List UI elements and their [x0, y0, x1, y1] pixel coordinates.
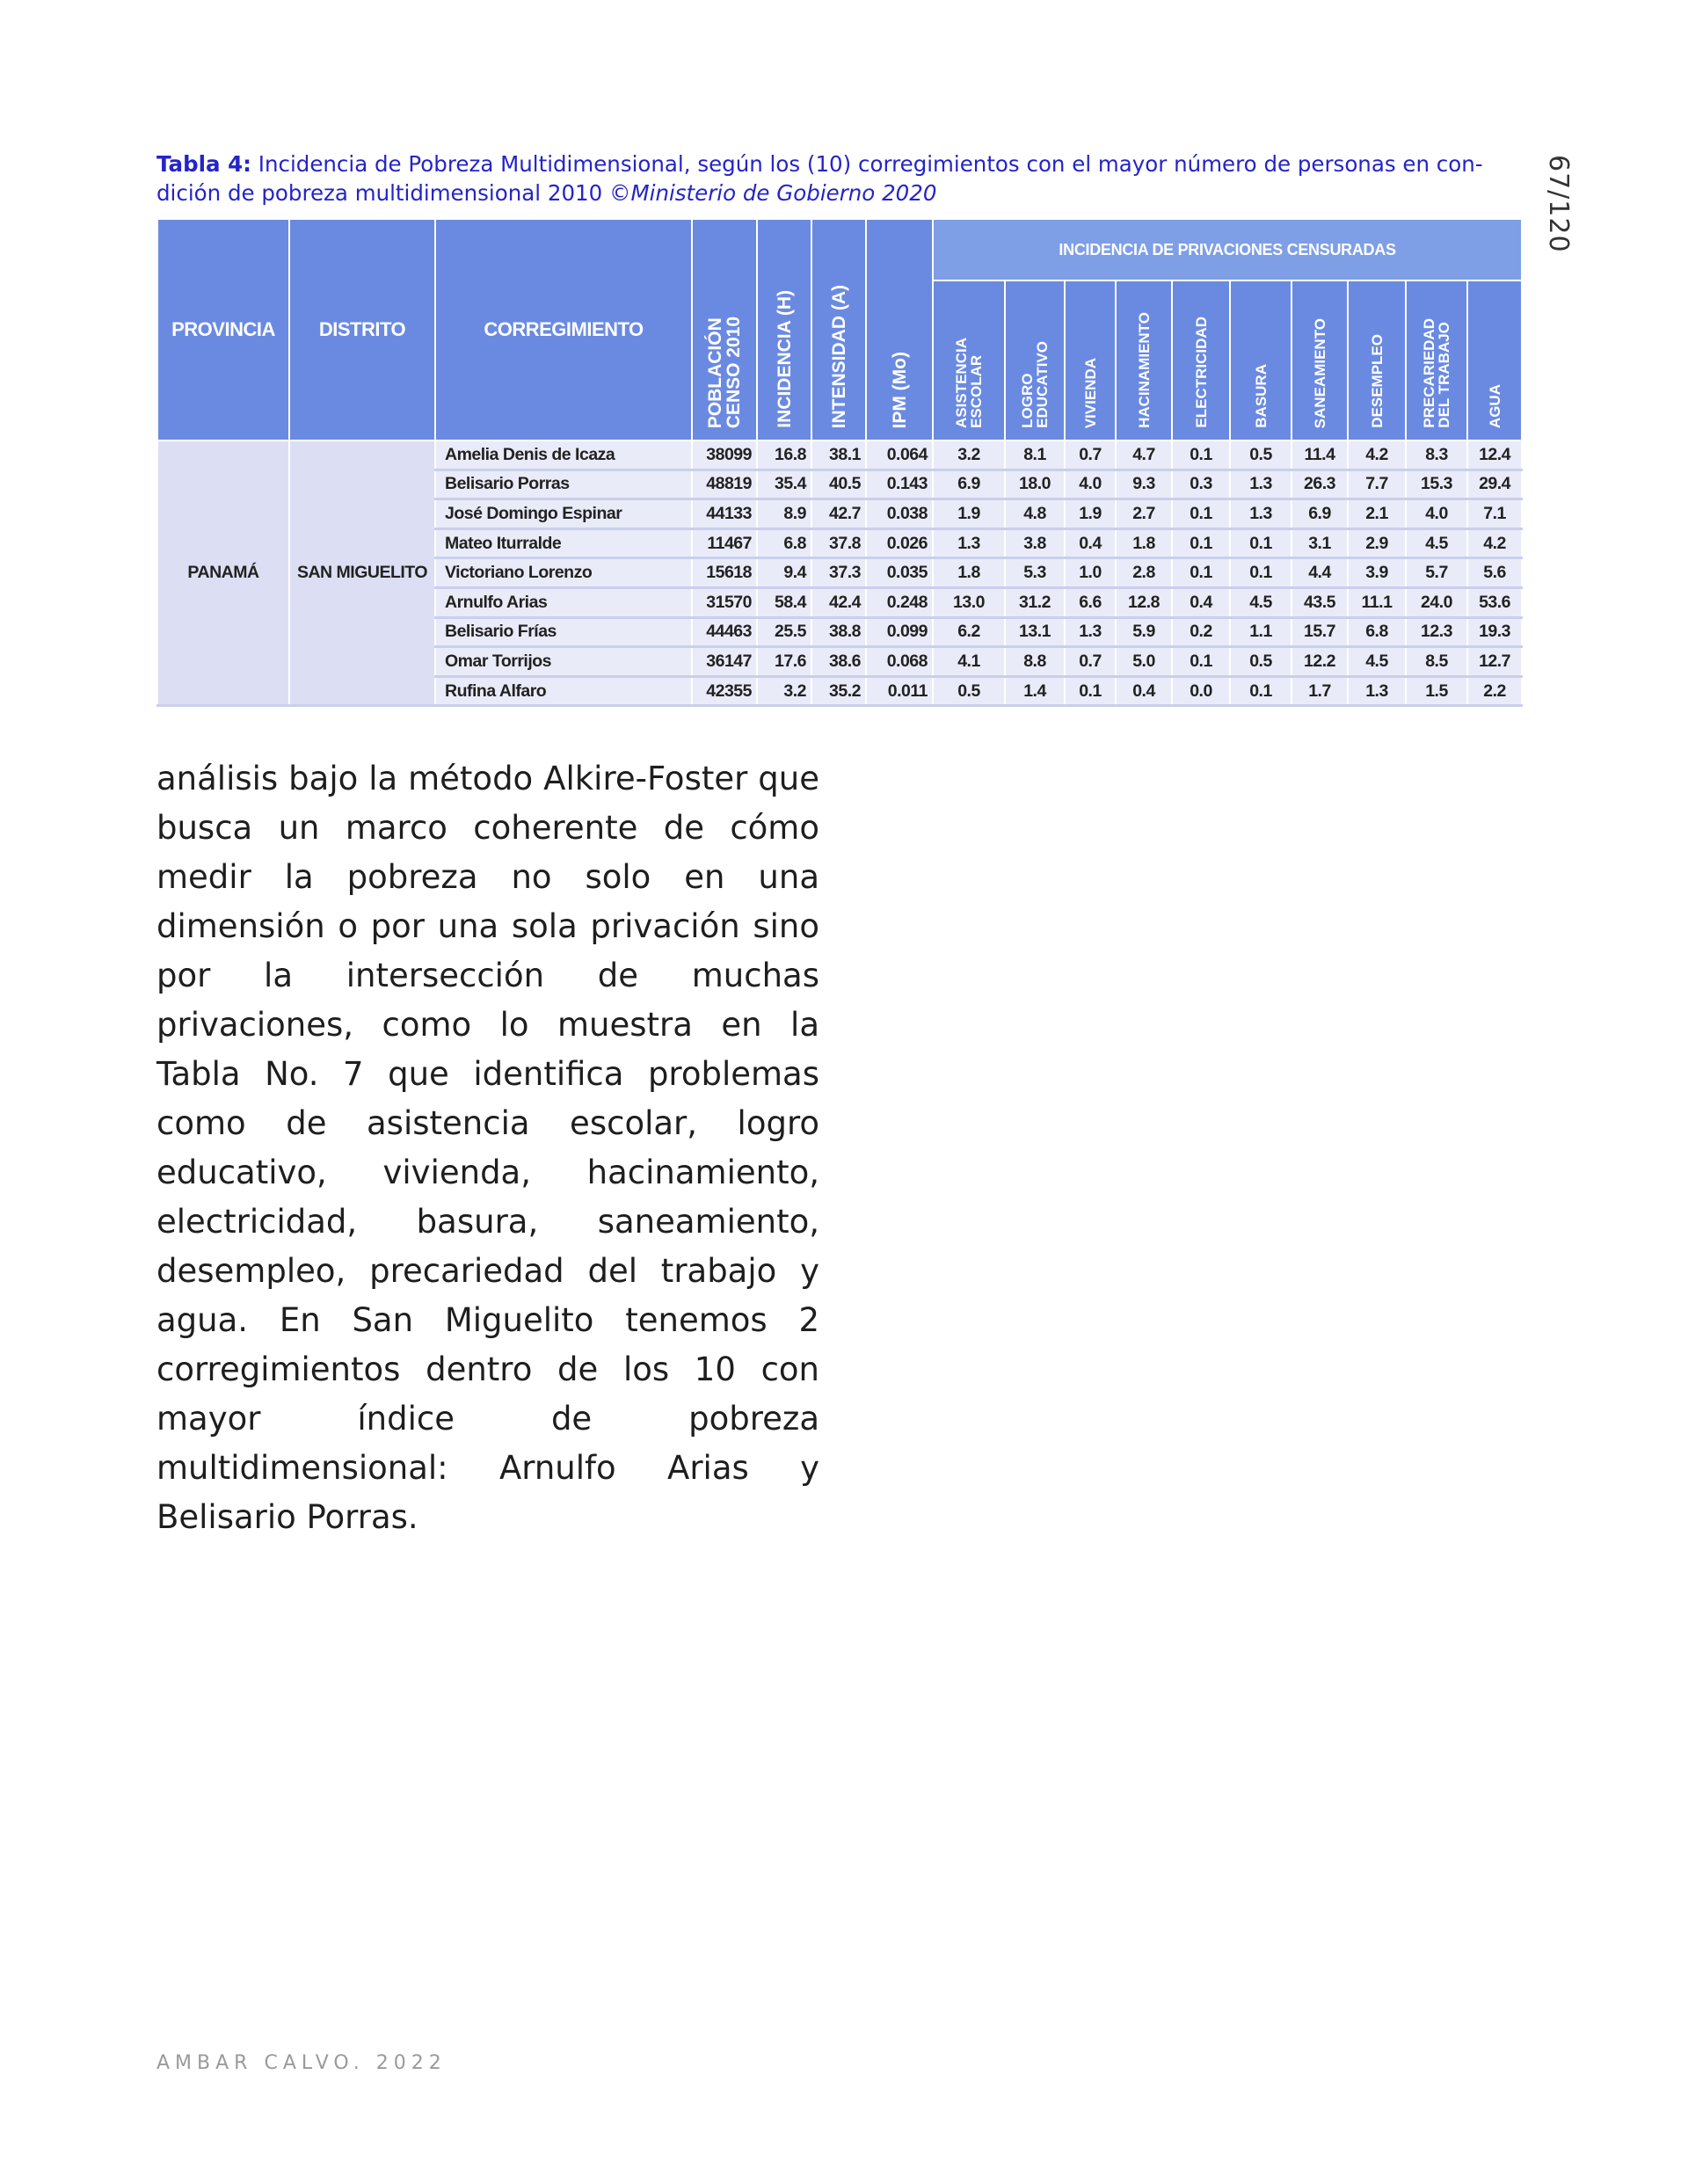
- table-cell: 3.9: [1348, 558, 1406, 588]
- header-asistencia: ASISTENCIA ESCOLAR: [933, 280, 1005, 440]
- table-cell: 31.2: [1005, 587, 1065, 617]
- table-cell: 25.5: [757, 617, 811, 647]
- table-cell: 15.3: [1406, 470, 1467, 499]
- table-row: [157, 440, 1522, 470]
- table-cell: 8.8: [1005, 647, 1065, 677]
- table-cell: 8.3: [1406, 440, 1467, 470]
- table-cell: 2.2: [1467, 676, 1522, 706]
- table-cell: 6.2: [933, 617, 1005, 647]
- table-cell: 0.064: [866, 440, 933, 470]
- table-cell: 1.3: [933, 528, 1005, 558]
- cell-corregimiento: Rufina Alfaro: [435, 676, 692, 706]
- table-cell: 17.6: [757, 647, 811, 677]
- cell-corregimiento: Omar Torrijos: [435, 647, 692, 677]
- header-incidencia: INCIDENCIA (H): [757, 219, 811, 440]
- table-cell: 4.1: [933, 647, 1005, 677]
- header-provincia: PROVINCIA: [157, 219, 289, 440]
- table-cell: 3.2: [933, 440, 1005, 470]
- header-intensidad: INTENSIDAD (A): [811, 219, 866, 440]
- table-cell: 42.7: [811, 499, 866, 529]
- table-cell: 2.1: [1348, 499, 1406, 529]
- table-cell: 6.9: [933, 470, 1005, 499]
- table-cell: 0.1: [1230, 528, 1291, 558]
- cell-corregimiento: Amelia Denis de Icaza: [435, 440, 692, 470]
- table-cell: 44133: [692, 499, 757, 529]
- table-cell: 35.2: [811, 676, 866, 706]
- table-cell: 12.2: [1291, 647, 1348, 677]
- table-cell: 7.1: [1467, 499, 1522, 529]
- table-cell: 37.8: [811, 528, 866, 558]
- table-cell: 0.7: [1065, 440, 1116, 470]
- header-logro: LOGRO EDUCATIVO: [1005, 280, 1065, 440]
- table-cell: 9.3: [1116, 470, 1172, 499]
- table-cell: 15618: [692, 558, 757, 588]
- header-vivienda: VIVIENDA: [1065, 280, 1116, 440]
- cell-corregimiento: Belisario Frías: [435, 617, 692, 647]
- caption-label: Tabla 4:: [156, 151, 251, 177]
- table-cell: 1.9: [933, 499, 1005, 529]
- header-ipm: IPM (Mo): [866, 219, 933, 440]
- table-cell: 1.8: [933, 558, 1005, 588]
- table-cell: 12.3: [1406, 617, 1467, 647]
- table-cell: 42.4: [811, 587, 866, 617]
- table-cell: 12.8: [1116, 587, 1172, 617]
- table-cell: 0.0: [1172, 676, 1230, 706]
- header-basura: BASURA: [1230, 280, 1291, 440]
- table-cell: 1.5: [1406, 676, 1467, 706]
- cell-provincia: PANAMÁ: [157, 440, 289, 706]
- table-cell: 3.1: [1291, 528, 1348, 558]
- table-cell: 0.4: [1116, 676, 1172, 706]
- table-cell: 0.5: [1230, 440, 1291, 470]
- table-cell: 5.6: [1467, 558, 1522, 588]
- table-cell: 1.4: [1005, 676, 1065, 706]
- table-cell: 0.1: [1172, 558, 1230, 588]
- table-cell: 11.4: [1291, 440, 1348, 470]
- cell-corregimiento: Mateo Iturralde: [435, 528, 692, 558]
- table-cell: 2.9: [1348, 528, 1406, 558]
- table-cell: 1.0: [1065, 558, 1116, 588]
- table-cell: 4.7: [1116, 440, 1172, 470]
- header-agua: AGUA: [1467, 280, 1522, 440]
- table-cell: 15.7: [1291, 617, 1348, 647]
- table-cell: 0.1: [1065, 676, 1116, 706]
- header-group-privaciones: INCIDENCIA DE PRIVACIONES CENSURADAS: [933, 219, 1522, 280]
- table-cell: 0.1: [1172, 647, 1230, 677]
- header-saneamiento: SANEAMIENTO: [1291, 280, 1348, 440]
- table-cell: 4.5: [1230, 587, 1291, 617]
- table-cell: 5.7: [1406, 558, 1467, 588]
- table-cell: 4.2: [1467, 528, 1522, 558]
- table-cell: 19.3: [1467, 617, 1522, 647]
- table-cell: 0.7: [1065, 647, 1116, 677]
- table-cell: 31570: [692, 587, 757, 617]
- table-cell: 7.7: [1348, 470, 1406, 499]
- table-cell: 38.6: [811, 647, 866, 677]
- header-desempleo: DESEMPLEO: [1348, 280, 1406, 440]
- table-cell: 6.9: [1291, 499, 1348, 529]
- table-cell: 0.143: [866, 470, 933, 499]
- table-cell: 18.0: [1005, 470, 1065, 499]
- table-cell: 53.6: [1467, 587, 1522, 617]
- table-cell: 6.8: [757, 528, 811, 558]
- table-cell: 43.5: [1291, 587, 1348, 617]
- table-cell: 24.0: [1406, 587, 1467, 617]
- table-cell: 9.4: [757, 558, 811, 588]
- table-cell: 1.8: [1116, 528, 1172, 558]
- table-cell: 4.8: [1005, 499, 1065, 529]
- table-cell: 0.248: [866, 587, 933, 617]
- table-cell: 5.9: [1116, 617, 1172, 647]
- cell-corregimiento: José Domingo Espinar: [435, 499, 692, 529]
- table-cell: 5.3: [1005, 558, 1065, 588]
- table-cell: 4.5: [1348, 647, 1406, 677]
- table-cell: 0.068: [866, 647, 933, 677]
- table-cell: 40.5: [811, 470, 866, 499]
- table-caption: [156, 149, 1519, 207]
- header-poblacion: POBLACIÓN CENSO 2010: [692, 219, 757, 440]
- table-cell: 0.099: [866, 617, 933, 647]
- table-cell: 5.0: [1116, 647, 1172, 677]
- table-cell: 38.1: [811, 440, 866, 470]
- table-cell: 3.2: [757, 676, 811, 706]
- table-cell: 1.3: [1230, 499, 1291, 529]
- table-cell: 37.3: [811, 558, 866, 588]
- table-cell: 1.3: [1348, 676, 1406, 706]
- table-cell: 16.8: [757, 440, 811, 470]
- table-cell: 2.8: [1116, 558, 1172, 588]
- table-cell: 1.1: [1230, 617, 1291, 647]
- table-body: [157, 440, 1522, 706]
- table-cell: 13.1: [1005, 617, 1065, 647]
- table-cell: 1.7: [1291, 676, 1348, 706]
- table-cell: 8.5: [1406, 647, 1467, 677]
- table-cell: 38.8: [811, 617, 866, 647]
- table-cell: 0.4: [1065, 528, 1116, 558]
- cell-corregimiento: Belisario Porras: [435, 470, 692, 499]
- caption-source: ©Ministerio de Gobierno 2020: [609, 180, 937, 206]
- page-number: 67/120: [1543, 155, 1574, 253]
- table-cell: 4.0: [1406, 499, 1467, 529]
- table-cell: 13.0: [933, 587, 1005, 617]
- table-cell: 29.4: [1467, 470, 1522, 499]
- table-cell: 3.8: [1005, 528, 1065, 558]
- table-cell: 0.2: [1172, 617, 1230, 647]
- table-cell: 1.3: [1230, 470, 1291, 499]
- table-cell: 4.2: [1348, 440, 1406, 470]
- table-cell: 1.9: [1065, 499, 1116, 529]
- table-cell: 0.5: [1230, 647, 1291, 677]
- header-electricidad: ELECTRICIDAD: [1172, 280, 1230, 440]
- header-corregimiento: CORREGIMIENTO: [435, 219, 692, 440]
- table-cell: 0.1: [1172, 440, 1230, 470]
- table-cell: 42355: [692, 676, 757, 706]
- cell-corregimiento: Arnulfo Arias: [435, 587, 692, 617]
- table-cell: 38099: [692, 440, 757, 470]
- table-cell: 4.4: [1291, 558, 1348, 588]
- table-cell: 4.5: [1406, 528, 1467, 558]
- table-cell: 0.038: [866, 499, 933, 529]
- table-cell: 0.1: [1172, 499, 1230, 529]
- body-paragraph: análisis bajo la método Alkire-Foster que busca un marco coherente de cómo medir la pobreza no solo en una dimensión o por una sola privación sino por la intersección de muchas privaciones, como lo muestra en la Tabla No. 7 que identifica problemas como de asistencia escolar, logro educativo, vivienda, hacinamiento, electricidad, basura, saneamiento, desempleo, precariedad del trabajo y agua. En San Miguelito tenemos 2 corregimientos dentro de los 10 con mayor índice de pobreza multidimensional: Arnulfo Arias y Belisario Porras.: [156, 760, 819, 1536]
- table-cell: 6.6: [1065, 587, 1116, 617]
- caption-text: Incidencia de Pobreza Multidimensional, según los (10) corregimientos con el mayor número de personas en con-dición de pobreza multidimensional 2010: [156, 151, 1483, 206]
- header-distrito: DISTRITO: [289, 219, 435, 440]
- table-cell: 35.4: [757, 470, 811, 499]
- table-cell: 12.4: [1467, 440, 1522, 470]
- table-cell: 11467: [692, 528, 757, 558]
- header-hacinamiento: HACINAMIENTO: [1116, 280, 1172, 440]
- table-cell: 8.9: [757, 499, 811, 529]
- table-cell: 4.0: [1065, 470, 1116, 499]
- table-cell: 8.1: [1005, 440, 1065, 470]
- table-cell: 12.7: [1467, 647, 1522, 677]
- table-cell: 2.7: [1116, 499, 1172, 529]
- header-precariedad: PRECARIEDAD DEL TRABAJO: [1406, 280, 1467, 440]
- table-cell: 0.5: [933, 676, 1005, 706]
- table-cell: 58.4: [757, 587, 811, 617]
- footer-author: AMBAR CALVO. 2022: [156, 2052, 447, 2074]
- table-cell: 0.011: [866, 676, 933, 706]
- table-cell: 0.1: [1172, 528, 1230, 558]
- poverty-table: [156, 218, 1523, 707]
- table-cell: 26.3: [1291, 470, 1348, 499]
- table-cell: 0.1: [1230, 558, 1291, 588]
- table-cell: 48819: [692, 470, 757, 499]
- table-cell: 6.8: [1348, 617, 1406, 647]
- table-cell: 0.3: [1172, 470, 1230, 499]
- table-cell: 44463: [692, 617, 757, 647]
- cell-corregimiento: Victoriano Lorenzo: [435, 558, 692, 588]
- table-cell: 0.4: [1172, 587, 1230, 617]
- table-cell: 36147: [692, 647, 757, 677]
- table-cell: 11.1: [1348, 587, 1406, 617]
- table-cell: 0.1: [1230, 676, 1291, 706]
- table-cell: 0.026: [866, 528, 933, 558]
- table-cell: 0.035: [866, 558, 933, 588]
- table-cell: 1.3: [1065, 617, 1116, 647]
- cell-distrito: SAN MIGUELITO: [289, 440, 435, 706]
